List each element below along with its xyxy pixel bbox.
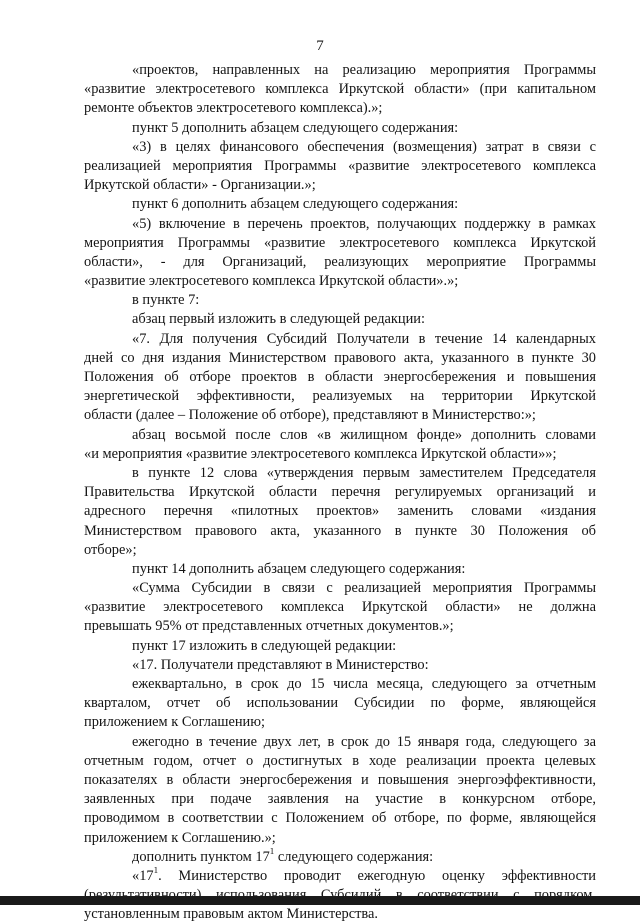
- text-line: [84, 483, 596, 502]
- line-text: Министерством правового акта, указанного в пункте 30 Положения об: [84, 522, 596, 539]
- text-line: [84, 598, 596, 617]
- line-text-continued: . Министерство проводит ежегодную оценку эффективности: [158, 867, 596, 884]
- text-line: [84, 829, 596, 848]
- text-line: [84, 349, 596, 368]
- text-line: [84, 733, 596, 752]
- line-text: пункт 14 дополнить абзацем следующего содержания:: [132, 560, 466, 577]
- line-text: «проектов, направленных на реализацию мероприятия Программы: [132, 62, 596, 78]
- text-line: [84, 464, 596, 483]
- line-text: «7. Для получения Субсидий Получатели в течение 14 календарных: [132, 330, 596, 347]
- line-text: ежеквартально, в срок до 15 числа месяца, следующего за отчетным: [132, 676, 596, 692]
- line-text: «Сумма Субсидии в связи с реализацией мероприятия Программы: [132, 580, 596, 597]
- text-line: [84, 560, 596, 579]
- text-line: [84, 195, 596, 214]
- text-line: [84, 234, 596, 253]
- superscript-index: 1: [269, 847, 275, 856]
- text-line: [84, 61, 596, 80]
- line-text: Иркутской области» - Организации.»;: [84, 177, 316, 194]
- line-text: проводимом в соответствии с Положением об отборе, по форме, являющейся: [84, 810, 596, 827]
- line-text-continued: следующего содержания:: [274, 848, 434, 865]
- line-text: «3) в целях финансового обеспечения (возмещения) затрат в связи с: [132, 138, 596, 155]
- line-text: «17. Получатели представляют в Министерство:: [132, 656, 429, 673]
- line-text: в пункте 7:: [132, 292, 200, 309]
- line-text: в пункте 12 слова «утверждения первым заместителем Председателя: [132, 464, 596, 481]
- text-line: [84, 426, 596, 445]
- page-bottom-edge: [0, 896, 640, 905]
- line-text: «развитие электросетевого комплекса Иркутской области» не должна: [84, 599, 596, 616]
- text-line: [84, 809, 596, 828]
- text-line: [84, 119, 596, 138]
- line-text: «5) включение в перечень проектов, получающих поддержку в рамках: [132, 215, 596, 232]
- text-line: [84, 867, 596, 886]
- text-line: [84, 617, 596, 636]
- text-line: [84, 694, 596, 713]
- text-line: [84, 713, 596, 732]
- text-line: [84, 387, 596, 406]
- line-text: области», - для Организаций, реализующих мероприятие Программы: [84, 253, 596, 270]
- line-text: кварталом, отчет об использовании Субсидии по форме, являющейся: [84, 695, 596, 712]
- line-text: пункт 6 дополнить абзацем следующего содержания:: [132, 196, 459, 213]
- text-line: [84, 790, 596, 809]
- text-line: [84, 675, 596, 694]
- line-text: Правительства Иркутской области перечня регулируемых организаций и: [84, 484, 596, 501]
- text-line: [84, 406, 596, 425]
- line-text: реализацией мероприятия Программы «развитие электросетевого комплекса: [84, 157, 596, 174]
- text-line: [84, 445, 596, 464]
- text-line: [84, 771, 596, 790]
- text-line: [84, 368, 596, 387]
- superscript-index: 1: [153, 866, 159, 876]
- line-text: абзац первый изложить в следующей редакции:: [132, 311, 426, 328]
- line-text: дополнить пунктом 17: [132, 848, 270, 865]
- text-line: [84, 541, 596, 560]
- text-line: [84, 80, 596, 99]
- text-line: [84, 138, 596, 157]
- line-text: приложением к Соглашению.»;: [84, 829, 276, 846]
- line-text: установленным правовым актом Министерства.: [84, 906, 378, 923]
- line-text: адресного перечня «пилотных проектов» заменить словами «издания: [84, 503, 596, 520]
- document-body: [84, 61, 596, 924]
- line-text: «и мероприятия «развитие электросетевого комплекса Иркутской области»»;: [84, 445, 557, 462]
- line-text: пункт 17 изложить в следующей редакции:: [132, 637, 397, 654]
- line-text: дней со дня издания Министерством правового акта, указанного в пункте 30: [84, 349, 596, 366]
- text-line: [84, 291, 596, 310]
- text-line: [84, 522, 596, 541]
- text-line: [84, 579, 596, 598]
- line-text: отборе»;: [84, 541, 137, 558]
- line-text: показателях в области энергосбережения и повышения энергоэффективности,: [84, 771, 596, 788]
- text-line: [84, 330, 596, 349]
- text-line: [84, 905, 596, 924]
- line-text: заявленных при подаче заявления на участие в конкурсном отборе,: [84, 791, 596, 808]
- line-text: энергетической эффективности, реализуемых на территории Иркутской: [84, 388, 596, 405]
- line-text: «развитие электросетевого комплекса Иркутской области» (при капитальном: [84, 81, 596, 98]
- line-text: «17: [132, 867, 154, 884]
- line-text: приложением к Соглашению;: [84, 714, 265, 731]
- text-line: [84, 215, 596, 234]
- text-line: [84, 157, 596, 176]
- line-text: абзац восьмой после слов «в жилищном фонде» дополнить словами: [132, 426, 596, 443]
- text-line: [84, 656, 596, 675]
- text-line: [84, 99, 596, 118]
- text-line: [84, 637, 596, 656]
- line-text: отчетным годом, отчет о достигнутых в ходе реализации проекта целевых: [84, 752, 596, 769]
- line-text: области (далее – Положение об отборе), представляют в Министерство:»;: [84, 407, 536, 424]
- line-text: пункт 5 дополнить абзацем следующего содержания:: [132, 119, 459, 136]
- line-text: Положения об отборе проектов в области энергосбережения и повышения: [84, 369, 596, 385]
- text-line: [84, 502, 596, 521]
- line-text: «развитие электросетевого комплекса Иркутской области».»;: [84, 273, 459, 290]
- page-number: 7: [316, 38, 324, 54]
- text-line: [84, 310, 596, 329]
- line-text: мероприятия Программы «развитие электросетевого комплекса Иркутской: [84, 234, 596, 251]
- line-text: превышать 95% от представленных отчетных документов.»;: [84, 618, 454, 635]
- text-line: [84, 176, 596, 195]
- text-line: [84, 253, 596, 272]
- text-line: [84, 272, 596, 291]
- text-line: [84, 848, 596, 867]
- text-line: [84, 752, 596, 771]
- line-text: ежегодно в течение двух лет, в срок до 15 января года, следующего за: [132, 733, 596, 750]
- line-text: ремонте объектов электросетевого комплекса).»;: [84, 100, 383, 117]
